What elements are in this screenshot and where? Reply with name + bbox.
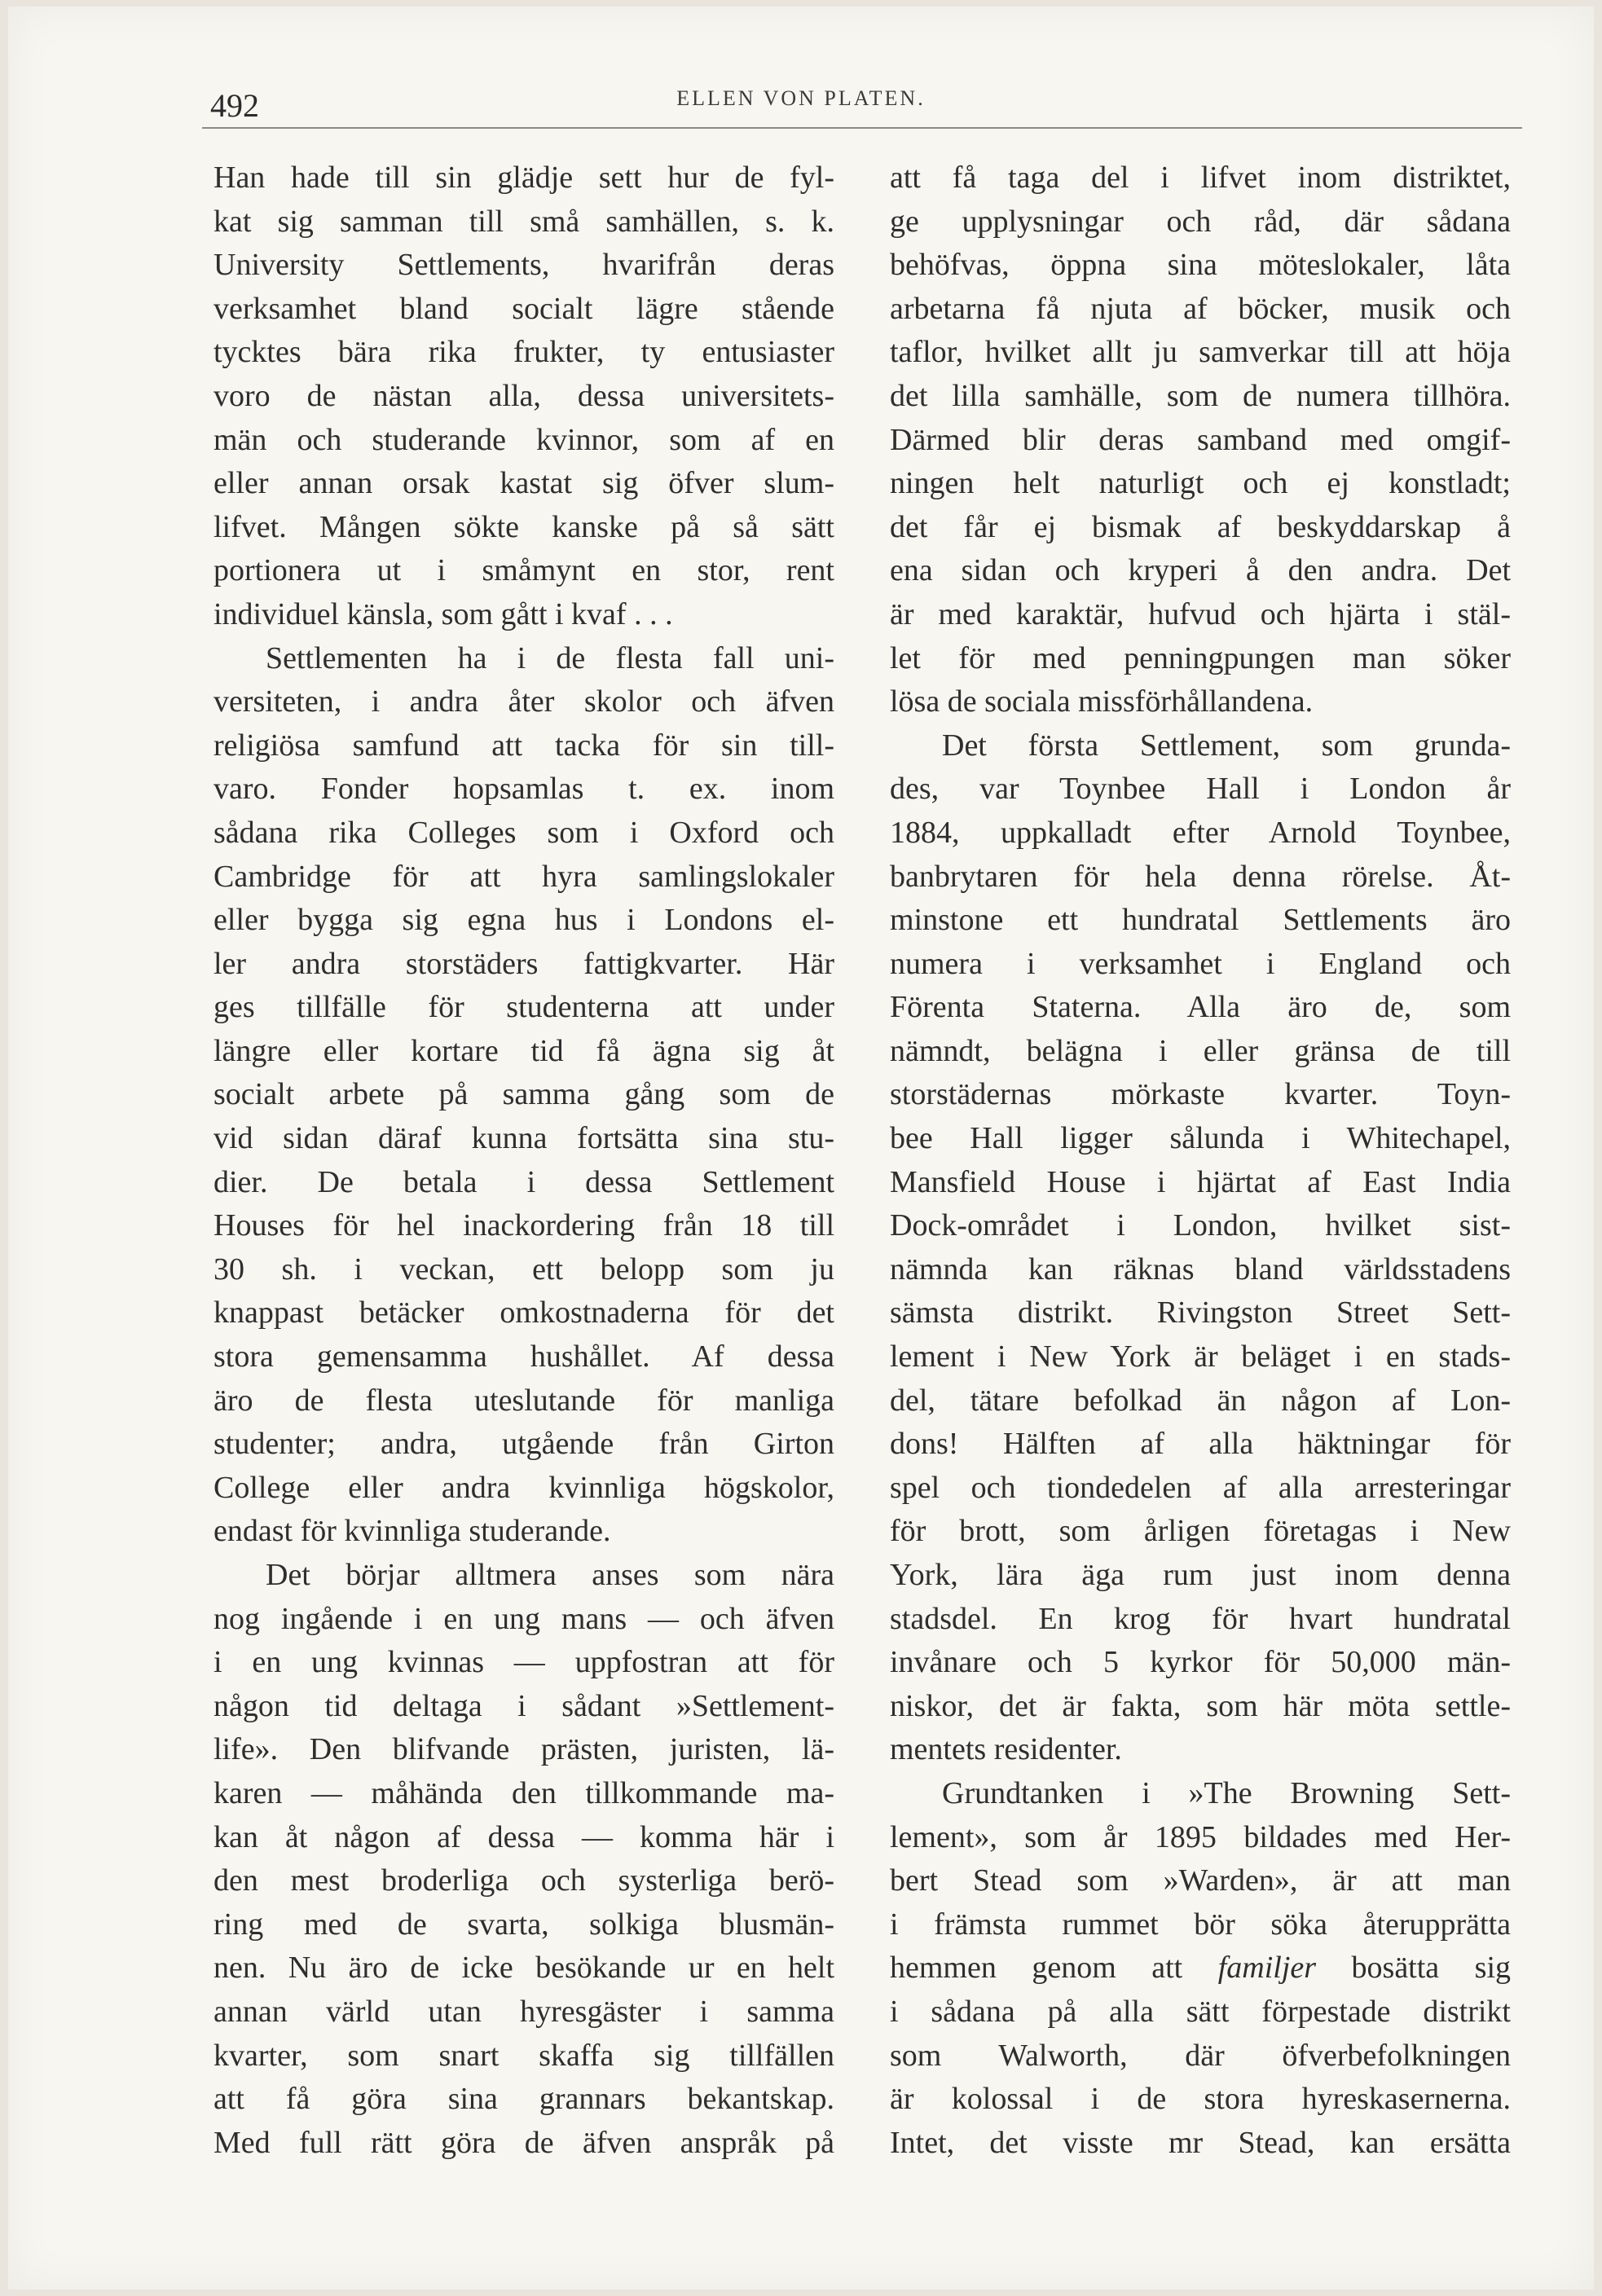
text-line: lifvet. Mången sökte kanske på så sätt (213, 509, 834, 544)
text-line: längre eller kortare tid få ägna sig åt (213, 1033, 834, 1068)
text-line: dier. De betala i dessa Settlement (213, 1164, 834, 1199)
text-line: Förenta Staterna. Alla äro de, som (890, 990, 1511, 1025)
text-line: som Walworth, där öfverbefolkningen (890, 2038, 1511, 2073)
text-line: religiösa samfund att tacka för sin till- (213, 728, 834, 763)
text-line: let för med penningpungen man söker (890, 640, 1511, 675)
text-line: för brott, som årligen företagas i New (890, 1514, 1511, 1549)
text-segment: hemmen genom att (890, 1951, 1183, 1986)
text-line: att få taga del i lifvet inom distriktet, (890, 161, 1511, 195)
text-line: nog ingående i en ung mans — och äfven (213, 1601, 834, 1636)
text-line: det får ej bismak af beskyddarskap å (890, 509, 1511, 544)
text-line: voro de nästan alla, dessa universitets- (213, 378, 834, 413)
text-line: Därmed blir deras samband med omgif- (890, 422, 1511, 457)
text-line: ningen helt naturligt och ej konstladt; (890, 466, 1511, 501)
text-line: storstädernas mörkaste kvarter. Toyn- (890, 1077, 1511, 1112)
text-segment: bosätta sig (1351, 1951, 1511, 1986)
text-line: University Settlements, hvarifrån deras (213, 248, 834, 283)
text-line: män och studerande kvinnor, som af en (213, 422, 834, 457)
text-line: karen — måhända den tillkommande ma- (213, 1775, 834, 1810)
text-line: endast för kvinnliga studerande. (213, 1514, 611, 1549)
text-line: Dock-området i London, hvilket sist- (890, 1208, 1511, 1243)
text-line: vid sidan däraf kunna fortsätta sina stu- (213, 1121, 834, 1156)
text-line: kat sig samman till små samhällen, s. k. (213, 204, 834, 239)
text-line: i främsta rummet bör söka återupprätta (890, 1907, 1511, 1942)
text-line: är med karaktär, hufvud och hjärta i stäl- (890, 596, 1511, 631)
text-line: Settlementen ha i de flesta fall uni- (266, 640, 834, 675)
text-line: det lilla samhälle, som de numera tillhöra. (890, 378, 1511, 413)
text-line: varo. Fonder hopsamlas t. ex. inom (213, 772, 834, 807)
text-line: Han hade till sin glädje sett hur de fyl- (213, 161, 834, 195)
right-column (890, 156, 1511, 2165)
text-line: numera i verksamhet i England och (890, 946, 1511, 981)
text-line: minstone ett hundratal Settlements äro (890, 903, 1511, 938)
text-line: kvarter, som snart skaffa sig tillfällen (213, 2038, 834, 2073)
text-line: tycktes bära rika frukter, ty entusiaster (213, 335, 834, 370)
text-line: behöfvas, öppna sina möteslokaler, låta (890, 248, 1511, 283)
text-line: nämnda kan räknas bland världsstadens (890, 1251, 1511, 1287)
text-line: Houses för hel inackordering från 18 till (213, 1208, 834, 1243)
text-line: den mest broderliga och systerliga berö- (213, 1863, 834, 1898)
text-line: stora gemensamma hushållet. Af dessa (213, 1339, 834, 1375)
text-line: taflor, hvilket allt ju samverkar till att höja (890, 335, 1511, 370)
text-line: kan åt någon af dessa — komma här i (213, 1819, 834, 1854)
text-line: nen. Nu äro de icke besökande ur en helt (213, 1951, 834, 1986)
text-line: Med full rätt göra de äfven anspråk på (213, 2125, 834, 2160)
text-line: Det första Settlement, som grunda- (942, 728, 1511, 763)
text-line: eller annan orsak kastat sig öfver slum- (213, 466, 834, 501)
text-line (890, 1946, 1511, 1990)
text-line: verksamhet bland socialt lägre stående (213, 291, 834, 326)
text-line: knappast betäcker omkostnaderna för det (213, 1295, 834, 1331)
text-line: life». Den blifvande prästen, juristen, lä- (213, 1732, 834, 1767)
text-line: Mansfield House i hjärtat af East India (890, 1164, 1511, 1199)
text-line: Intet, det visste mr Stead, kan ersätta (890, 2125, 1511, 2160)
text-line: versiteten, i andra åter skolor och äfven (213, 684, 834, 719)
text-line: banbrytaren för hela denna rörelse. Åt- (890, 859, 1511, 894)
left-column (213, 156, 834, 2165)
text-line: i en ung kvinnas — uppfostran att för (213, 1645, 834, 1680)
text-line: spel och tiondedelen af alla arresteringar (890, 1470, 1511, 1505)
text-line: portionera ut i småmynt en stor, rent (213, 553, 834, 588)
text-line: ge upplysningar och råd, där sådana (890, 204, 1511, 239)
text-line: lösa de sociala missförhållandena. (890, 684, 1314, 719)
text-line: invånare och 5 kyrkor för 50,000 män- (890, 1645, 1511, 1680)
text-line: ler andra storstäders fattigkvarter. Här (213, 946, 834, 981)
text-line: äro de flesta uteslutande för manliga (213, 1383, 834, 1418)
running-title: ELLEN VON PLATEN. (676, 86, 926, 110)
text-line: des, var Toynbee Hall i London år (890, 772, 1511, 807)
text-line: York, lära äga rum just inom denna (890, 1558, 1511, 1592)
page-number: 492 (210, 87, 259, 124)
text-line: 30 sh. i veckan, ett belopp som ju (213, 1251, 834, 1287)
text-line: annan värld utan hyresgäster i samma (213, 1994, 834, 2029)
text-line: niskor, det är fakta, som här möta settle- (890, 1688, 1511, 1723)
text-line: 1884, uppkalladt efter Arnold Toynbee, (890, 815, 1511, 850)
text-line: studenter; andra, utgående från Girton (213, 1427, 834, 1462)
text-line: är kolossal i de stora hyreskasernerna. (890, 2082, 1511, 2117)
text-line: lement», som år 1895 bildades med Her- (890, 1819, 1511, 1854)
text-line: Grundtanken i »The Browning Sett- (942, 1775, 1511, 1810)
text-line: lement i New York är beläget i en stads- (890, 1339, 1511, 1375)
text-line: mentets residenter. (890, 1732, 1122, 1767)
text-line: ges tillfälle för studenterna att under (213, 990, 834, 1025)
text-line: ring med de svarta, solkiga blusmän- (213, 1907, 834, 1942)
text-line: dons! Hälften af alla häktningar för (890, 1427, 1511, 1462)
text-line: nämndt, belägna i eller gränsa de till (890, 1033, 1511, 1068)
text-line: socialt arbete på samma gång som de (213, 1077, 834, 1112)
text-line: någon tid deltaga i sådant »Settlement- (213, 1688, 834, 1723)
text-line: bert Stead som »Warden», är att man (890, 1863, 1511, 1898)
text-line: arbetarna få njuta af böcker, musik och (890, 291, 1511, 326)
text-line: bee Hall ligger sålunda i Whitechapel, (890, 1121, 1511, 1156)
text-line: Det börjar alltmera anses som nära (266, 1558, 834, 1592)
text-line: att få göra sina grannars bekantskap. (213, 2082, 834, 2117)
italic-word: familjer (1217, 1951, 1317, 1986)
text-line: sådana rika Colleges som i Oxford och (213, 815, 834, 850)
text-line: individuel känsla, som gått i kvaf . . . (213, 596, 673, 631)
text-line: sämsta distrikt. Rivingston Street Sett- (890, 1295, 1511, 1331)
text-line: Cambridge för att hyra samlingslokaler (213, 859, 834, 894)
header-rule (202, 127, 1522, 129)
text-line: ena sidan och kryperi å den andra. Det (890, 553, 1511, 588)
text-line: stadsdel. En krog för hvart hundratal (890, 1601, 1511, 1636)
text-line: del, tätare befolkad än någon af Lon- (890, 1383, 1511, 1418)
text-line: eller bygga sig egna hus i Londons el- (213, 903, 834, 938)
text-line: College eller andra kvinnliga högskolor, (213, 1470, 834, 1505)
text-line: i sådana på alla sätt förpestade distrikt (890, 1994, 1511, 2029)
